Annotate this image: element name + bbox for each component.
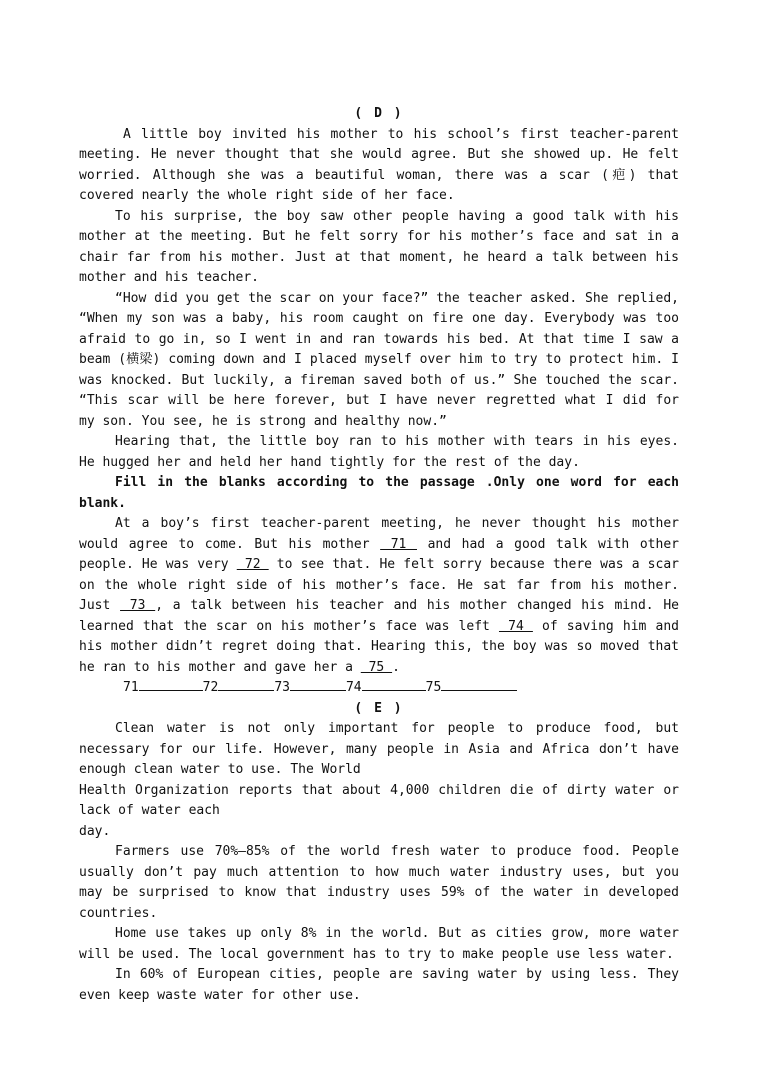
section-d-paragraph-3: “How did you get the scar on your face?” the teacher asked. She replied, “When my son was a baby, his room caught on fire one day. Everybody was too afraid to go in, so I went in and ran towards his bed. At that time I saw a beam (横梁) coming down and I placed myself over him to try to protect him. I was knocked. But luckily, a fireman saved both of us.” She touched the scar. “This scar will be here forever, but I have never regretted what I did for my son. You see, he is strong and healthy now.”: [79, 290, 679, 429]
summary-passage: [79, 514, 679, 678]
answer-line-73: [290, 678, 346, 691]
answer-label-75: 75: [425, 680, 442, 695]
answer-label-73: 73: [274, 680, 290, 695]
section-e-paragraph-1b: Health Organization reports that about 4,000 children die of dirty water or lack of water each: [79, 782, 679, 818]
section-e-heading: ( E ): [354, 700, 404, 716]
answer-line-75: [441, 678, 517, 691]
answer-lines: [79, 678, 679, 699]
section-d-heading: ( D ): [354, 106, 404, 121]
blank-73: 73: [120, 598, 156, 613]
summary-text-4: , a talk between his teacher and his mother changed his mind. He learned that the scar on his mother’s face was left: [79, 598, 680, 634]
answer-line-74: [362, 678, 426, 691]
answer-label-74: 74: [345, 680, 362, 695]
summary-text-1: At a boy’s first teacher-parent meeting, he never thought his mother would agree to come. But his mother: [79, 516, 679, 552]
answer-label-72: 72: [202, 680, 219, 695]
section-e-paragraph-3: Home use takes up only 8% in the world. But as cities grow, more water will be used. The local government has to try to make people use less water.: [79, 926, 679, 962]
document-page: [79, 104, 679, 1006]
summary-text-2: and had a good talk with other people. He was very: [79, 536, 679, 572]
answer-label-71: 71: [123, 680, 139, 695]
answer-line-71: [139, 678, 203, 691]
section-e-paragraph-2: Farmers use 70%—85% of the world fresh water to produce food. People usually don’t pay much attention to how much water industry uses, but you may be surprised to know that industry uses 59% of the water in developed countries.: [79, 844, 679, 921]
section-e-paragraph-1a: Clean water is not only important for people to produce food, but necessary for our life. However, many people in Asia and Africa don’t have enough clean water to use. The World: [79, 721, 679, 777]
section-d-paragraph-4: Hearing that, the little boy ran to his mother with tears in his eyes. He hugged her and held her hand tightly for the rest of the day.: [79, 434, 679, 470]
blank-74: 74: [498, 618, 533, 634]
blank-72: 72: [236, 557, 269, 572]
section-e-paragraph-1c: day.: [79, 823, 111, 839]
summary-text-5: of saving him and his mother didn’t regret doing that. Hearing this, the boy was so moved that he ran to his mother and gave her a: [79, 618, 679, 675]
blank-75: 75: [360, 659, 393, 675]
section-d-paragraph-1: A little boy invited his mother to his school’s first teacher-parent meeting. He never thought that she would agree. But she showed up. He felt worried. Although she was a beautiful woman, there was a scar (疤) that covered nearly the whole right side of her face.: [79, 126, 679, 203]
fill-in-instruction: Fill in the blanks according to the passage .Only one word for each blank.: [79, 475, 679, 511]
summary-text-6: .: [392, 659, 400, 675]
answer-line-72: [218, 678, 274, 691]
section-d-paragraph-2: To his surprise, the boy saw other people having a good talk with his mother at the meeting. But he felt sorry for his mother’s face and sat in a chair far from his mother. Just at that moment, he heard a talk between his mother and his teacher.: [79, 208, 679, 285]
blank-71: 71: [380, 536, 417, 552]
summary-text-3: to see that. He felt sorry because there was a scar on the whole right side of his mother’s face. He sat far from his mother. Just: [79, 557, 679, 613]
section-e-paragraph-4: In 60% of European cities, people are saving water by using less. They even keep waste water for other use.: [79, 967, 679, 1003]
